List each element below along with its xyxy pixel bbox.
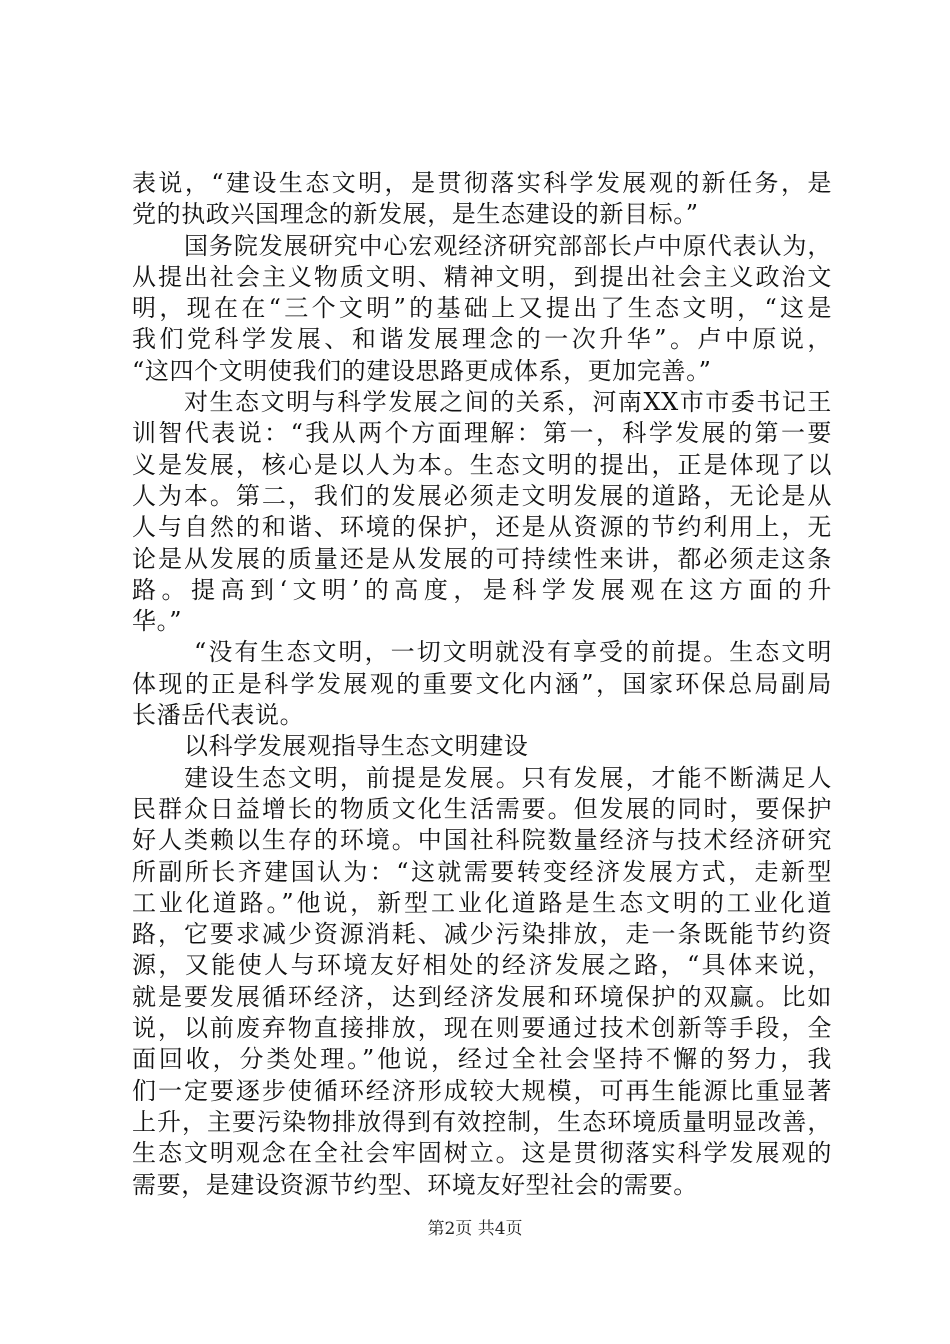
text-line: 路。提高到‘文明’的高度，是科学发展观在这方面的升 (132, 575, 832, 604)
text-line: 华。” (132, 607, 183, 636)
text-line: 体现的正是科学发展观的重要文化内涵”，国家环保总局副局 (132, 669, 832, 698)
paragraph-start-line: “没有生态文明，一切文明就没有享受的前提。生态文明 (194, 638, 832, 667)
text-line: 上升，主要污染物排放得到有效控制，生态环境质量明显改善， (132, 1107, 832, 1136)
text-line: 长潘岳代表说。 (132, 701, 305, 730)
paragraph-start-line: 建设生态文明，前提是发展。只有发展，才能不断满足人 (184, 763, 832, 792)
text-line: 党的执政兴国理念的新发展，是生态建设的新目标。” (132, 200, 699, 229)
text-line: 源，又能使人与环境友好相处的经济发展之路，“具体来说， (132, 951, 832, 980)
text-line: 训智代表说：“我从两个方面理解：第一，科学发展的第一要 (132, 419, 832, 448)
text-line: 就是要发展循环经济，达到经济发展和环境保护的双赢。比如 (132, 982, 832, 1011)
text-line: 工业化道路。”他说，新型工业化道路是生态文明的工业化道 (132, 888, 832, 917)
text-line: “这四个文明使我们的建设思路更成体系，更加完善。” (132, 356, 712, 385)
text-line: 们一定要逐步使循环经济形成较大规模，可再生能源比重显著 (132, 1076, 832, 1105)
text-line: 路，它要求减少资源消耗、减少污染排放，走一条既能节约资 (132, 920, 832, 949)
text-line: 面回收，分类处理。”他说，经过全社会坚持不懈的努力，我 (132, 1045, 832, 1074)
text-line: 人与自然的和谐、环境的保护，还是从资源的节约利用上，无 (132, 513, 832, 542)
text-line: 需要，是建设资源节约型、环境友好型社会的需要。 (132, 1170, 698, 1199)
text-line: 从提出社会主义物质文明、精神文明，到提出社会主义政治文 (132, 262, 832, 291)
page-number: 第2页 共4页 (427, 1219, 523, 1239)
page-footer (0, 1214, 950, 1239)
document-body (132, 168, 832, 1201)
paragraph-start-line: 国务院发展研究中心宏观经济研究部部长卢中原代表认为， (184, 231, 832, 260)
text-line: 我们党科学发展、和谐发展理念的一次升华”。卢中原说， (132, 325, 832, 354)
text-line: 所副所长齐建国认为：“这就需要转变经济发展方式，走新型 (132, 857, 832, 886)
text-line: 义是发展，核心是以人为本。生态文明的提出，正是体现了以 (132, 450, 832, 479)
text-line: 说，以前废弃物直接排放，现在则要通过技术创新等手段，全 (132, 1014, 832, 1043)
text-line: 人为本。第二，我们的发展必须走文明发展的道路，无论是从 (132, 481, 832, 510)
text-line: 论是从发展的质量还是从发展的可持续性来讲，都必须走这条 (132, 544, 832, 573)
paragraph-start-line: 对生态文明与科学发展之间的关系，河南XX市市委书记王 (184, 388, 832, 417)
text-line: 生态文明观念在全社会牢固树立。这是贯彻落实科学发展观的 (132, 1139, 832, 1168)
text-line: 好人类赖以生存的环境。中国社科院数量经济与技术经济研究 (132, 826, 832, 855)
section-heading: 以科学发展观指导生态文明建设 (184, 732, 529, 761)
text-line: 明，现在在“三个文明”的基础上又提出了生态文明，“这是 (132, 294, 832, 323)
text-line: 民群众日益增长的物质文化生活需要。但发展的同时，要保护 (132, 794, 832, 823)
text-line: 表说，“建设生态文明，是贯彻落实科学发展观的新任务，是 (132, 169, 832, 197)
